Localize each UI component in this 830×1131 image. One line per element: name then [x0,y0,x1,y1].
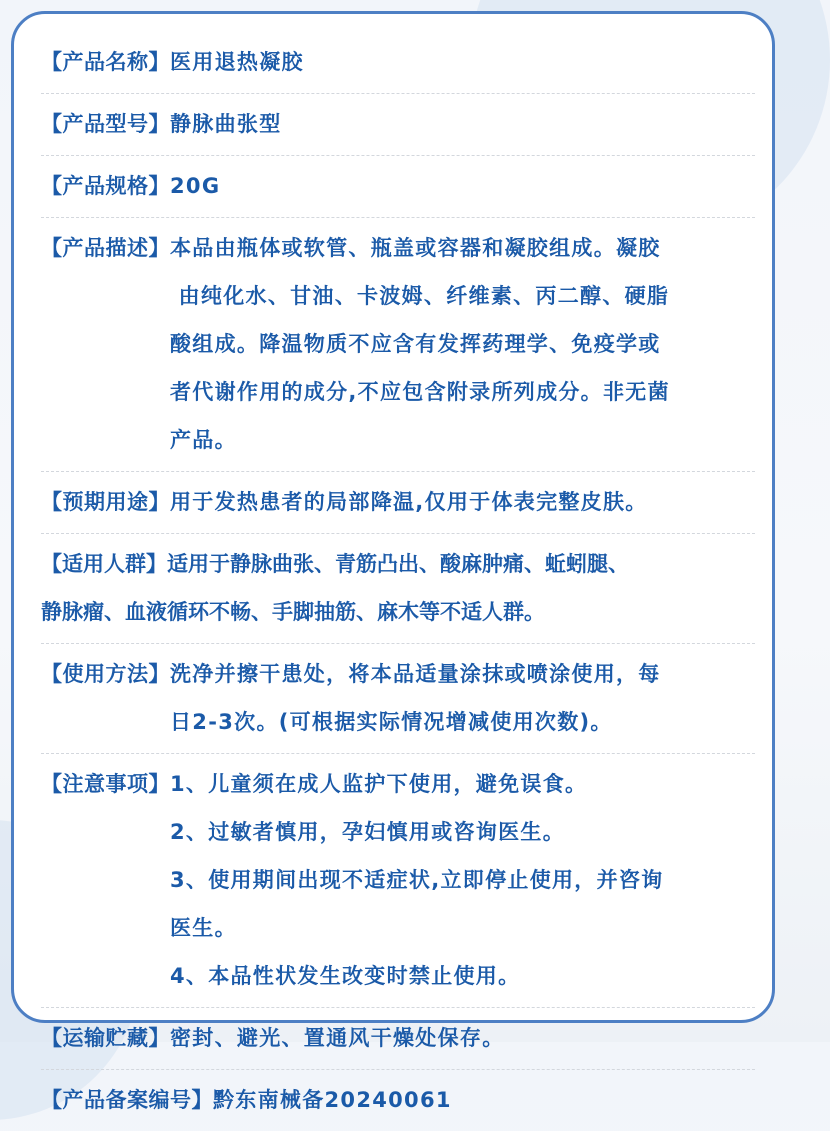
row-storage [41,1008,755,1070]
row-intended-use [41,472,755,534]
row-label: 【产品型号】 [41,112,170,136]
row-label: 【使用方法】 [41,662,170,686]
row-value: 静脉曲张型 [170,112,282,136]
row-label: 【适用人群】 [41,552,167,576]
row-value: 医用退热凝胶 [170,50,304,74]
row-value: 20G [170,174,221,198]
row-label: 【产品名称】 [41,50,170,74]
row-line [41,540,755,588]
row-label: 【产品描述】 [41,236,170,260]
row-label: 【产品规格】 [41,174,170,198]
row-label: 【预期用途】 [41,490,170,514]
row-label: 【注意事项】 [41,772,170,796]
row-product-model [41,94,755,156]
row-product-description [41,218,755,472]
row-value: 用于发热患者的局部降温,仅用于体表完整皮肤。 [170,490,648,514]
row-product-spec [41,156,755,218]
row-target-users [41,534,755,644]
row-product-name [41,32,755,94]
row-label: 【产品备案编号】 [41,1088,213,1112]
row-precautions [41,754,755,1008]
row-label: 【运输贮藏】 [41,1026,170,1050]
row-registration-number [41,1070,755,1131]
product-info-card [11,11,775,1112]
product-info-list [41,32,755,1131]
row-value: 洗净并擦干患处，将本品适量涂抹或喷涂使用，每 日2-3次。(可根据实际情况增减使用次数)。 [170,662,661,734]
row-value: 适用于静脉曲张、青筋凸出、酸麻肿痛、蚯蚓腿、 [167,552,629,576]
row-value-continuation: 静脉瘤、血液循环不畅、手脚抽筋、麻木等不适人群。 [41,600,545,624]
row-usage [41,644,755,754]
row-value: 本品由瓶体或软管、瓶盖或容器和凝胶组成。凝胶 由纯化水、甘油、卡波姆、纤维素、丙二醇、硬脂 酸组成。降温物质不应含有发挥药理学、免疫学或 者代谢作用的成分,不应包含附录所列成分。非无菌 产品。 [170,236,670,452]
row-value: 黔东南械备20240061 [213,1088,452,1112]
row-value: 1、儿童须在成人监护下使用，避免误食。 2、过敏者慎用，孕妇慎用或咨询医生。 3、使用期间出现不适症状,立即停止使用，并咨询 医生。 4、本品性状发生改变时禁止使用。 [170,772,664,988]
row-value: 密封、避光、置通风干燥处保存。 [170,1026,505,1050]
